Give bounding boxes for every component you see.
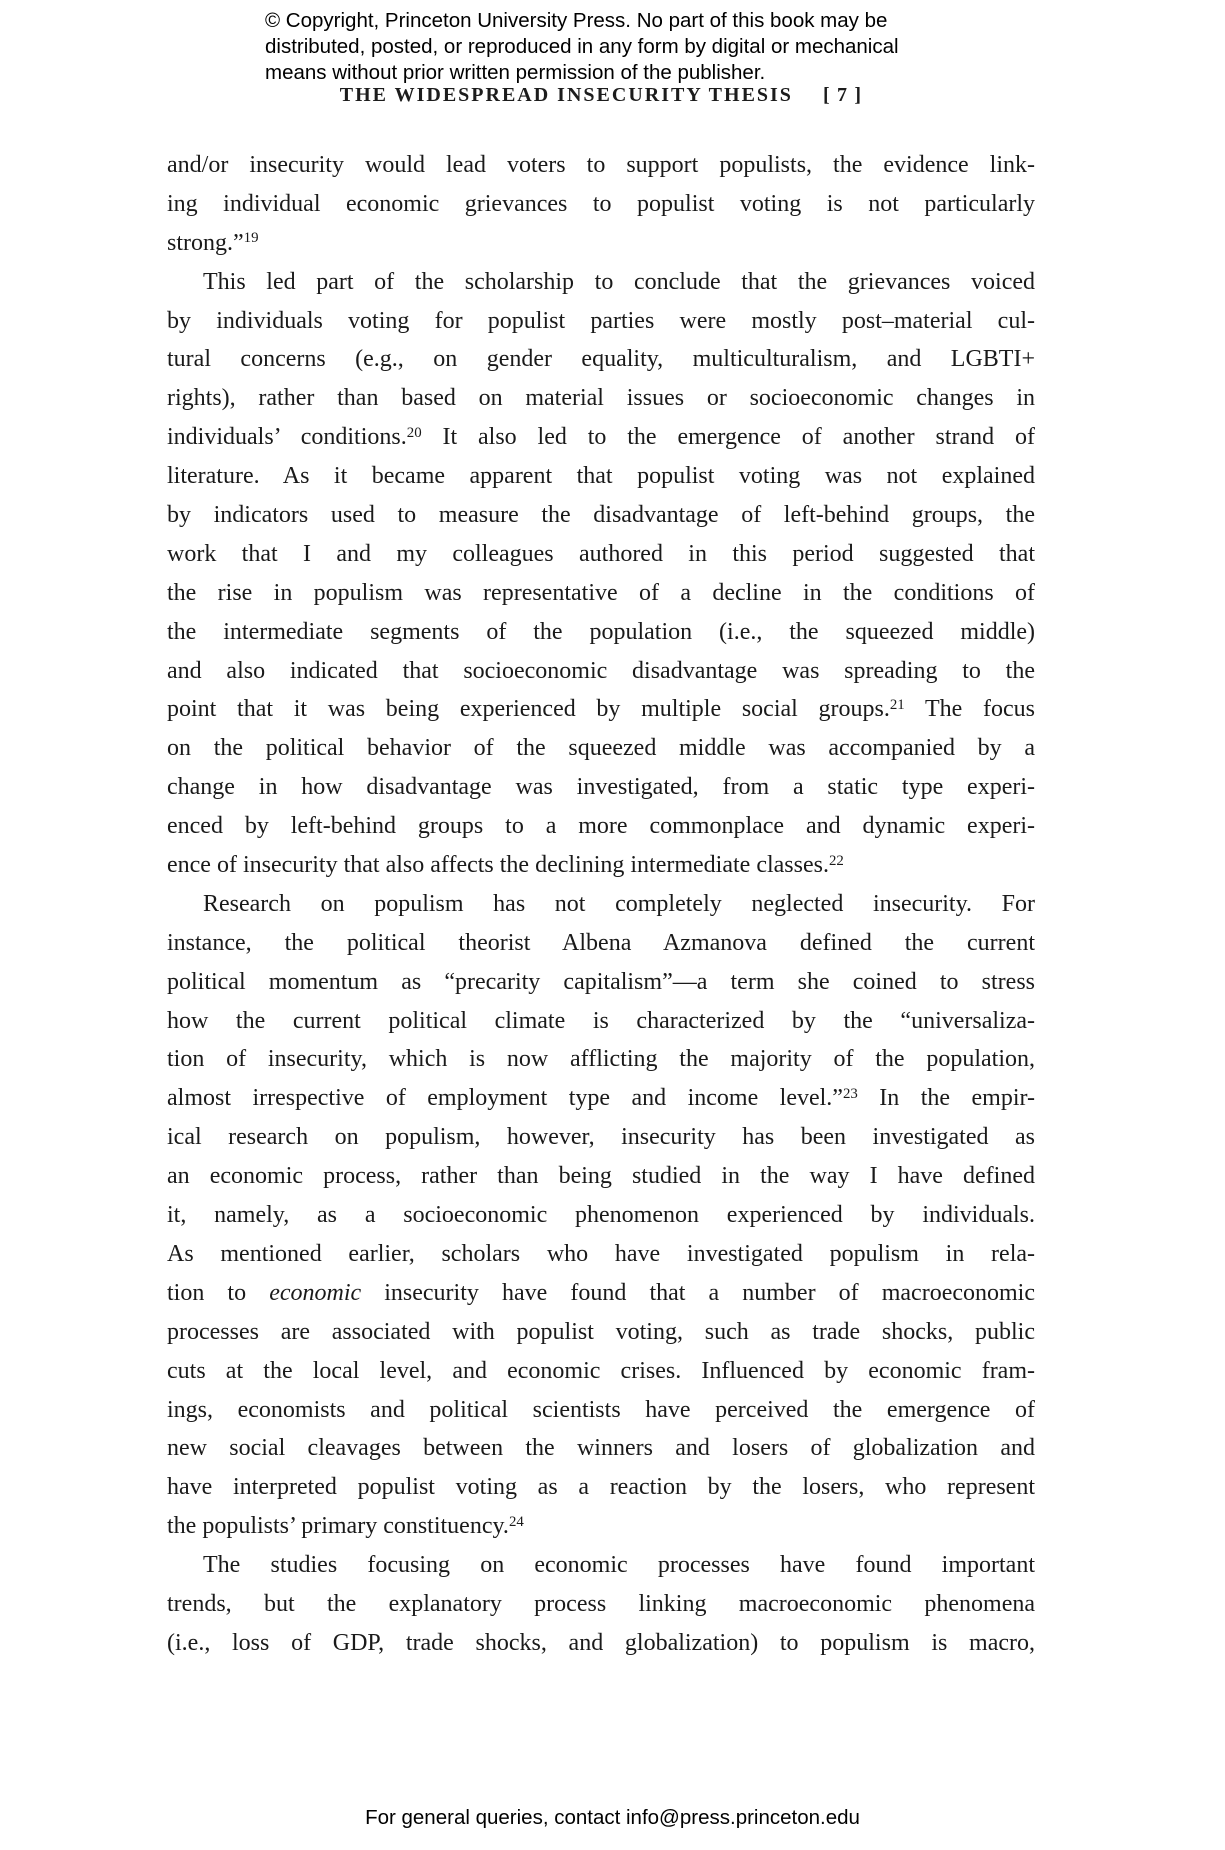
footnote-reference: 23 — [842, 1085, 858, 1102]
body-line: on the political behavior of the squeezed middle was accompanied by a — [167, 735, 1035, 762]
body-line: and also indicated that socioeconomic disadvantage was spreading to the — [167, 657, 1035, 684]
body-line: ence of insecurity that also affects the declining intermediate classes.$^{22}$ — [167, 852, 844, 879]
copyright-line: distributed, posted, or reproduced in any form by digital or mechanical — [265, 34, 899, 58]
paragraph — [167, 263, 1035, 885]
body-line: ical research on populism, however, insecurity has been investigated as — [167, 1124, 1035, 1151]
body-line: rights), rather than based on material issues or socioeconomic changes in — [167, 385, 1035, 412]
page-number: [ 7 ] — [822, 84, 863, 106]
body-line: new social cleavages between the winners and losers of globalization and — [167, 1435, 1035, 1462]
body-line: ing individual economic grievances to populist voting is not particularly — [167, 190, 1035, 217]
body-line: political momentum as “precarity capitalism”—a term she coined to stress — [167, 968, 1035, 995]
paragraph — [167, 146, 1035, 263]
body-line: The studies focusing on economic processes have found important — [203, 1552, 1035, 1579]
body-line: literature. As it became apparent that populist voting was not explained — [167, 463, 1035, 490]
body-line: how the current political climate is characterized by the “universaliza- — [167, 1007, 1035, 1034]
footnote-reference: 24 — [508, 1513, 524, 1530]
paragraph — [167, 1546, 1035, 1663]
body-line: tural concerns (e.g., on gender equality, multiculturalism, and LGBTI+ — [167, 346, 1035, 373]
footnote-reference: 21 — [889, 697, 905, 714]
copyright-line: © Copyright, Princeton University Press. No part of this book may be — [265, 9, 888, 32]
body-line: ings, economists and political scientists have perceived the emergence of — [167, 1396, 1035, 1423]
body-line: strong.”$^{19}$ — [167, 229, 259, 256]
footnote-reference: 20 — [406, 424, 422, 441]
body-line: individuals’ conditions.$^{20}$ It also led to the emergence of another strand of — [167, 424, 1035, 451]
body-line: tion of insecurity, which is now afflicting the majority of the population, — [167, 1046, 1035, 1073]
body-line: instance, the political theorist Albena Azmanova defined the current — [167, 929, 1035, 956]
body-line: trends, but the explanatory process linking macroeconomic phenomena — [167, 1590, 1035, 1617]
body-line: processes are associated with populist voting, such as trade shocks, public — [167, 1318, 1035, 1345]
body-line: an economic process, rather than being studied in the way I have defined — [167, 1163, 1035, 1190]
footnote-reference: 19 — [243, 230, 259, 247]
body-line: the rise in populism was representative of a decline in the conditions of — [167, 579, 1035, 606]
page-footer — [0, 1806, 1225, 1830]
emphasized-text: economic — [269, 1279, 362, 1306]
footnote-reference: 22 — [828, 852, 844, 869]
body-line: (i.e., loss of GDP, trade shocks, and globalization) to populism is macro, — [167, 1629, 1035, 1656]
copyright-line: means without prior written permission of the publisher. — [265, 60, 766, 84]
paragraph — [167, 885, 1035, 1546]
footer-text: For general queries, contact info@press.princeton.edu — [365, 1806, 860, 1829]
body-line: by individuals voting for populist parties were mostly post–material cul- — [167, 307, 1035, 334]
body-line: tion to economic insecurity have found that a number of macroeconomic — [167, 1279, 1035, 1306]
body-text — [167, 146, 1035, 1663]
body-line: Research on populism has not completely neglected insecurity. For — [203, 890, 1035, 917]
body-line: almost irrespective of employment type and income level.”$^{23}$ In the empir- — [167, 1085, 1035, 1112]
body-line: it, namely, as a socioeconomic phenomenon experienced by individuals. — [167, 1202, 1035, 1229]
body-line: cuts at the local level, and economic crises. Influenced by economic fram- — [167, 1357, 1035, 1384]
body-line: by indicators used to measure the disadvantage of left-behind groups, the — [167, 502, 1035, 529]
body-line: the populists’ primary constituency.$^{24}$ — [167, 1513, 524, 1540]
body-line: and/or insecurity would lead voters to support populists, the evidence link- — [167, 152, 1035, 178]
running-head-title: THE WIDESPREAD INSECURITY THESIS — [339, 84, 793, 106]
body-line: have interpreted populist voting as a reaction by the losers, who represent — [167, 1474, 1035, 1501]
running-head — [167, 84, 1035, 107]
copyright-notice — [265, 8, 899, 85]
body-line: change in how disadvantage was investigated, from a static type experi- — [167, 774, 1035, 801]
body-line: enced by left-behind groups to a more commonplace and dynamic experi- — [167, 813, 1035, 840]
body-line: As mentioned earlier, scholars who have investigated populism in rela- — [167, 1240, 1035, 1267]
body-line: the intermediate segments of the population (i.e., the squeezed middle) — [167, 618, 1035, 645]
body-line: work that I and my colleagues authored in this period suggested that — [167, 540, 1035, 567]
body-line: This led part of the scholarship to conclude that the grievances voiced — [203, 268, 1035, 295]
body-line: point that it was being experienced by multiple social groups.$^{21}$ The focus — [167, 696, 1035, 723]
